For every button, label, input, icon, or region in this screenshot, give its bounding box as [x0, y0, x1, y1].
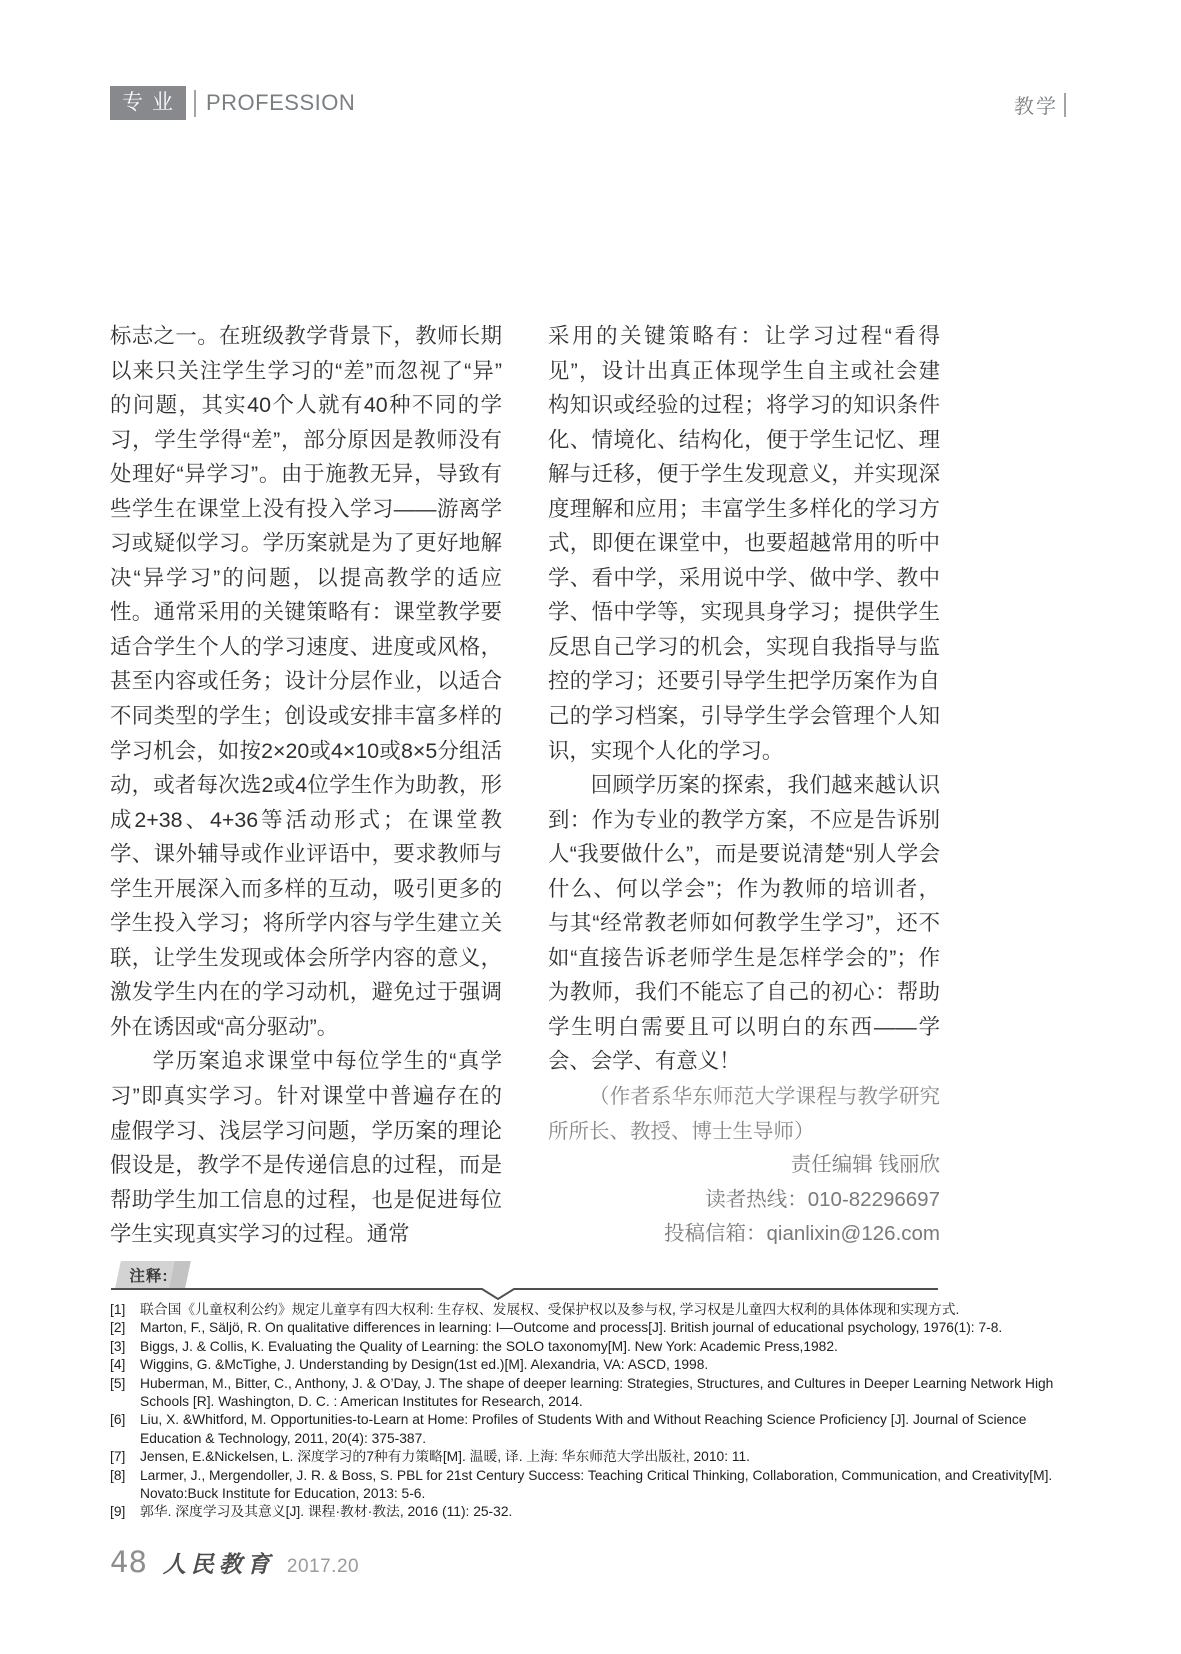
page-header [0, 86, 1181, 128]
reference-marker: [9] [110, 1504, 126, 1520]
article-right-column [548, 319, 940, 1252]
header-section-group [110, 86, 355, 120]
reference-item [110, 1503, 1078, 1521]
reference-marker: [4] [110, 1357, 126, 1373]
reference-item [110, 1356, 1078, 1374]
reference-item [110, 1467, 1078, 1504]
reference-item [110, 1338, 1078, 1356]
reference-marker: [5] [110, 1375, 126, 1391]
notes-rule-with-notch [110, 1284, 940, 1302]
section-name-english: PROFESSION [206, 90, 356, 115]
reference-text: Biggs, J. & Collis, K. Evaluating the Quality of Learning: the SOLO taxonomy[M]. New York: Academic Press,1982. [140, 1338, 838, 1354]
reference-text: Wiggins, G. &McTighe, J. Understanding by Design(1st ed.)[M]. Alexandria, VA: ASCD, 1998. [140, 1357, 709, 1373]
editor-credit: 责任编辑 钱丽欣 [790, 1153, 940, 1177]
section-tag-box: 专业 [110, 86, 186, 120]
notes-label: 注释: [129, 1267, 169, 1285]
reference-marker: [7] [110, 1449, 126, 1465]
reference-text: 郭华. 深度学习及其意义[J]. 课程·教材·教法, 2016 (11): 25-32. [140, 1504, 513, 1520]
reader-hotline: 读者热线：010-82296697 [705, 1187, 940, 1211]
reference-text: 联合国《儿童权利公约》规定儿童享有四大权利: 生存权、发展权、受保护权以及参与权, 学习权是儿童四大权利的具体体现和实现方式. [140, 1302, 960, 1317]
header-right-divider [1064, 93, 1066, 117]
reference-text: Marton, F., Säljö, R. On qualitative differences in learning: I—Outcome and process[J]. British journal of educational psychology, 1976(1): 7-8. [140, 1320, 1003, 1336]
reference-marker: [1] [110, 1302, 126, 1317]
submission-email: 投稿信箱：qianlixin@126.com [663, 1222, 940, 1246]
reference-item [110, 1448, 1078, 1466]
reference-marker: [2] [110, 1320, 126, 1336]
reference-text: Larmer, J., Mergendoller, J. R. & Boss, S. PBL for 21st Century Success: Teaching Critical Thinking, Collaboration, Communication, and Creativity[M]. Novato:Buck Institute for Education, 2013: 5-6. [140, 1467, 1053, 1502]
reference-item [110, 1301, 1078, 1319]
reference-text: Liu, X. &Whitford, M. Opportunities-to-Learn at Home: Profiles of Students With and Without Reaching Science Proficiency [J]. Journal of Science Education & Technology, 2011, 20(4): 375-387. [140, 1412, 1027, 1446]
reference-item [110, 1319, 1078, 1337]
reference-text: Huberman, M., Bitter, C., Anthony, J. & O’Day, J. The shape of deeper learning: Strategies, Structures, and Cultures in Deeper Learning Network High Schools [R]. Washington, D. C. : American Institutes for Research, 2014. [140, 1375, 1054, 1410]
reference-marker: [3] [110, 1338, 126, 1354]
article-left-column [110, 319, 502, 1252]
reference-marker: [6] [110, 1412, 126, 1428]
reference-item [110, 1375, 1078, 1412]
references-list [110, 1301, 1078, 1522]
reference-text: Jensen, E.&Nickelsen, L. 深度学习的7种有力策略[M]. 温暖, 译. 上海: 华东师范大学出版社, 2010: 11. [140, 1449, 751, 1465]
reference-item [110, 1411, 1078, 1448]
issue-number: 2017.20 [286, 1556, 360, 1577]
header-divider [194, 90, 196, 117]
paragraph: 学历案追求课堂中每位学生的“真学习”即真实学习。针对课堂中普遍存在的虚假学习、浅层学习问题，学历案的理论假设是，教学不是传递信息的过程，而是帮助学生加工信息的过程，也是促进每位学生实现真实学习的过程。通常 [110, 1049, 502, 1247]
journal-name: 人民教育 [162, 1551, 275, 1578]
paragraph: 采用的关键策略有：让学习过程“看得见”，设计出真正体现学生自主或社会建构知识或经验的过程；将学习的知识条件化、情境化、结构化，便于学生记忆、理解与迁移，便于学生发现意义，并实现深度理解和应用；丰富学生多样化的学习方式，即便在课堂中，也要超越常用的听中学、看中学，采用说中学、做中学、教中学、悟中学等，实现具身学习；提供学生反思自己学习的机会，实现自我指导与监控的学习；还要引导学生把学历案作为自己的学习档案，引导学生学会管理个人知识，实现个人化的学习。 [548, 324, 940, 763]
paragraph: 标志之一。在班级教学背景下，教师长期以来只关注学生学习的“差”而忽视了“异”的问题，其实40个人就有40种不同的学习，学生学得“差”，部分原因是教师没有处理好“异学习”。由于施教无异，导致有些学生在课堂上没有投入学习——游离学习或疑似学习。学历案就是为了更好地解决“异学习”的问题，以提高教学的适应性。通常采用的关键策略有：课堂教学要适合学生个人的学习速度、进度或风格，甚至内容或任务；设计分层作业，以适合不同类型的学生；创设或安排丰富多样的学习机会，如按2×20或4×10或8×5分组活动，或者每次选2或4位学生作为助教，形成2+38、4+36等活动形式；在课堂教学、课外辅导或作业评语中，要求教师与学生开展深入而多样的互动，吸引更多的学生投入学习；将所学内容与学生建立关联，让学生发现或体会所学内容的意义，激发学生内在的学习动机，避免过于强调外在诱因或“高分驱动”。 [110, 324, 502, 1039]
page-number: 48 [110, 1545, 147, 1579]
paragraph: 回顾学历案的探索，我们越来越认识到：作为专业的教学方案，不应是告诉别人“我要做什么”，而是要说清楚“别人学会什么、何以学会”；作为教师的培训者，与其“经常教老师如何教学生学习”，还不如“直接告诉老师学生是怎样学会的”；作为教师，我们不能忘了自己的初心：帮助学生明白需要且可以明白的东西——学会、会学、有意义！ [548, 773, 940, 1074]
header-column-label [1014, 90, 1066, 119]
author-byline: （作者系华东师范大学课程与教学研究所所长、教授、博士生导师） [548, 1084, 940, 1143]
column-label-text: 教学 [1014, 96, 1058, 118]
reference-marker: [8] [110, 1467, 126, 1483]
page-footer [110, 1545, 359, 1579]
